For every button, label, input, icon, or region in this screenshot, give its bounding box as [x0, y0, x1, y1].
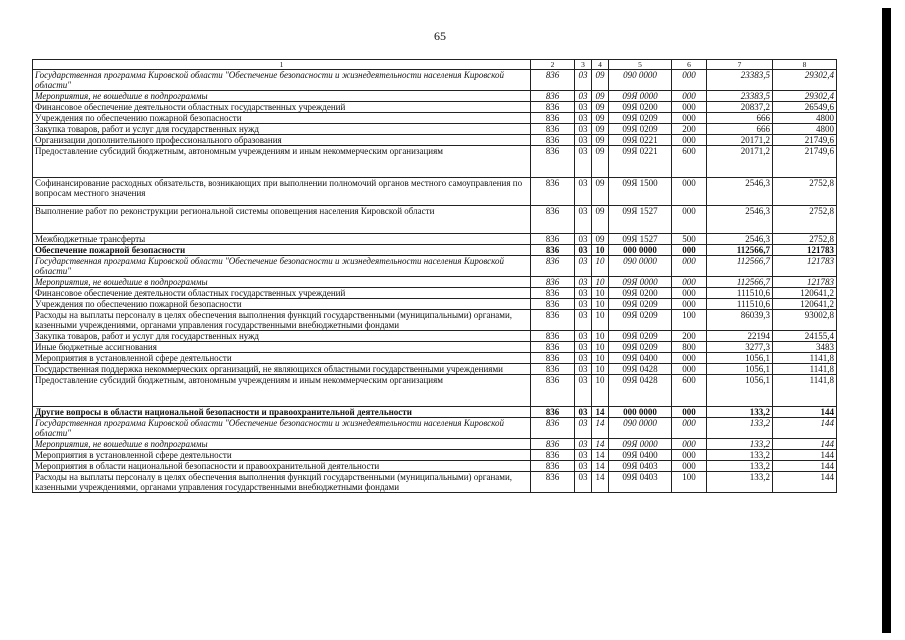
amount-year1: 2546,3	[707, 234, 773, 245]
expense-type: 000	[672, 277, 707, 288]
table-row	[33, 70, 837, 91]
subsection-code: 14	[592, 418, 609, 439]
target-code: 09Я 0428	[609, 364, 672, 375]
subsection-code: 10	[592, 353, 609, 364]
row-name: Финансовое обеспечение деятельности областных государственных учреждений	[33, 102, 531, 113]
table-row	[33, 146, 837, 178]
row-name: Мероприятия, не вошедшие в подпрограммы	[33, 439, 531, 450]
expense-type: 000	[672, 102, 707, 113]
target-code: 09Я 0000	[609, 91, 672, 102]
dept-code: 836	[531, 206, 575, 234]
row-name: Мероприятия в установленной сфере деятельности	[33, 450, 531, 461]
subsection-code: 14	[592, 450, 609, 461]
amount-year2: 2752,8	[773, 178, 837, 206]
expense-type: 000	[672, 461, 707, 472]
amount-year1: 20171,2	[707, 146, 773, 178]
amount-year1: 23383,5	[707, 70, 773, 91]
amount-year1: 133,2	[707, 461, 773, 472]
dept-code: 836	[531, 124, 575, 135]
dept-code: 836	[531, 146, 575, 178]
target-code: 09Я 0209	[609, 310, 672, 331]
section-code: 03	[575, 124, 592, 135]
expense-type: 000	[672, 113, 707, 124]
target-code: 09Я 0209	[609, 299, 672, 310]
subsection-code: 14	[592, 407, 609, 418]
subsection-code: 09	[592, 70, 609, 91]
table-row	[33, 299, 837, 310]
subsection-code: 10	[592, 245, 609, 256]
target-code: 09Я 1527	[609, 206, 672, 234]
dept-code: 836	[531, 256, 575, 277]
dept-code: 836	[531, 245, 575, 256]
row-name: Обеспечение пожарной безопасности	[33, 245, 531, 256]
target-code: 09Я 0403	[609, 461, 672, 472]
target-code: 090 0000	[609, 70, 672, 91]
dept-code: 836	[531, 472, 575, 493]
target-code: 09Я 1527	[609, 234, 672, 245]
target-code: 09Я 0209	[609, 342, 672, 353]
row-name: Выполнение работ по реконструкции региональной системы оповещения населения Кировской области	[33, 206, 531, 234]
expense-type: 000	[672, 353, 707, 364]
table-row	[33, 277, 837, 288]
dept-code: 836	[531, 91, 575, 102]
row-name: Мероприятия, не вошедшие в подпрограммы	[33, 277, 531, 288]
section-code: 03	[575, 310, 592, 331]
section-code: 03	[575, 70, 592, 91]
expense-type: 500	[672, 234, 707, 245]
expense-type: 000	[672, 407, 707, 418]
expense-type: 600	[672, 375, 707, 407]
amount-year1: 111510,6	[707, 299, 773, 310]
subsection-code: 14	[592, 439, 609, 450]
row-name: Иные бюджетные ассигнования	[33, 342, 531, 353]
amount-year1: 112566,7	[707, 277, 773, 288]
amount-year2: 144	[773, 450, 837, 461]
dept-code: 836	[531, 277, 575, 288]
dept-code: 836	[531, 299, 575, 310]
section-code: 03	[575, 245, 592, 256]
amount-year1: 133,2	[707, 439, 773, 450]
amount-year2: 144	[773, 461, 837, 472]
section-code: 03	[575, 418, 592, 439]
expense-type: 000	[672, 206, 707, 234]
table-row	[33, 288, 837, 299]
section-code: 03	[575, 277, 592, 288]
subsection-code: 09	[592, 102, 609, 113]
amount-year2: 29302,4	[773, 70, 837, 91]
col-header: 4	[592, 60, 609, 70]
dept-code: 836	[531, 342, 575, 353]
expense-type: 100	[672, 310, 707, 331]
subsection-code: 10	[592, 256, 609, 277]
section-code: 03	[575, 256, 592, 277]
dept-code: 836	[531, 288, 575, 299]
section-code: 03	[575, 113, 592, 124]
dept-code: 836	[531, 375, 575, 407]
row-name: Мероприятия в области национальной безопасности и правоохранительной деятельности	[33, 461, 531, 472]
table-row	[33, 439, 837, 450]
target-code: 09Я 0000	[609, 277, 672, 288]
amount-year1: 3277,3	[707, 342, 773, 353]
target-code: 09Я 0209	[609, 113, 672, 124]
expense-type: 000	[672, 418, 707, 439]
amount-year2: 29302,4	[773, 91, 837, 102]
section-code: 03	[575, 135, 592, 146]
table-row	[33, 461, 837, 472]
target-code: 000 0000	[609, 245, 672, 256]
section-code: 03	[575, 450, 592, 461]
section-code: 03	[575, 331, 592, 342]
table-row	[33, 364, 837, 375]
amount-year2: 144	[773, 472, 837, 493]
expense-type: 000	[672, 299, 707, 310]
col-header: 8	[773, 60, 837, 70]
dept-code: 836	[531, 234, 575, 245]
target-code: 09Я 0200	[609, 102, 672, 113]
col-header: 3	[575, 60, 592, 70]
expense-type: 200	[672, 331, 707, 342]
table-row	[33, 331, 837, 342]
target-code: 09Я 0400	[609, 353, 672, 364]
section-code: 03	[575, 353, 592, 364]
subsection-code: 10	[592, 375, 609, 407]
section-code: 03	[575, 375, 592, 407]
dept-code: 836	[531, 439, 575, 450]
target-code: 09Я 0200	[609, 288, 672, 299]
table-row	[33, 102, 837, 113]
subsection-code: 14	[592, 461, 609, 472]
row-name: Мероприятия, не вошедшие в подпрограммы	[33, 91, 531, 102]
col-header: 1	[33, 60, 531, 70]
amount-year1: 22194	[707, 331, 773, 342]
amount-year2: 2752,8	[773, 234, 837, 245]
amount-year2: 4800	[773, 124, 837, 135]
target-code: 09Я 0000	[609, 439, 672, 450]
amount-year1: 666	[707, 113, 773, 124]
subsection-code: 10	[592, 331, 609, 342]
table-row	[33, 407, 837, 418]
section-code: 03	[575, 206, 592, 234]
row-name: Другие вопросы в области национальной безопасности и правоохранительной деятельности	[33, 407, 531, 418]
subsection-code: 09	[592, 234, 609, 245]
target-code: 09Я 0403	[609, 472, 672, 493]
dept-code: 836	[531, 364, 575, 375]
amount-year1: 1056,1	[707, 375, 773, 407]
table-row	[33, 91, 837, 102]
target-code: 09Я 0209	[609, 124, 672, 135]
row-name: Предоставление субсидий бюджетным, автономным учреждениям и иным некоммерческим организациям	[33, 146, 531, 178]
amount-year1: 2546,3	[707, 206, 773, 234]
table-row	[33, 178, 837, 206]
dept-code: 836	[531, 407, 575, 418]
section-code: 03	[575, 407, 592, 418]
expense-type: 000	[672, 91, 707, 102]
amount-year1: 20171,2	[707, 135, 773, 146]
subsection-code: 10	[592, 288, 609, 299]
expense-type: 800	[672, 342, 707, 353]
dept-code: 836	[531, 418, 575, 439]
amount-year1: 133,2	[707, 472, 773, 493]
budget-table	[32, 59, 837, 493]
amount-year2: 21749,6	[773, 135, 837, 146]
target-code: 090 0000	[609, 418, 672, 439]
subsection-code: 09	[592, 146, 609, 178]
row-name: Государственная программа Кировской области "Обеспечение безопасности и жизнедеятельности населения Кировской области"	[33, 256, 531, 277]
section-code: 03	[575, 364, 592, 375]
dept-code: 836	[531, 353, 575, 364]
expense-type: 000	[672, 450, 707, 461]
amount-year1: 111510,6	[707, 288, 773, 299]
subsection-code: 09	[592, 124, 609, 135]
section-code: 03	[575, 234, 592, 245]
amount-year2: 144	[773, 418, 837, 439]
amount-year2: 26549,6	[773, 102, 837, 113]
amount-year1: 86039,3	[707, 310, 773, 331]
table-row	[33, 245, 837, 256]
expense-type: 100	[672, 472, 707, 493]
amount-year1: 133,2	[707, 407, 773, 418]
amount-year2: 121783	[773, 277, 837, 288]
table-row	[33, 472, 837, 493]
row-name: Государственная программа Кировской области "Обеспечение безопасности и жизнедеятельности населения Кировской области"	[33, 70, 531, 91]
amount-year1: 23383,5	[707, 91, 773, 102]
target-code: 09Я 0209	[609, 331, 672, 342]
amount-year2: 4800	[773, 113, 837, 124]
table-row	[33, 450, 837, 461]
amount-year1: 1056,1	[707, 364, 773, 375]
dept-code: 836	[531, 461, 575, 472]
amount-year1: 666	[707, 124, 773, 135]
section-code: 03	[575, 102, 592, 113]
expense-type: 200	[672, 124, 707, 135]
subsection-code: 09	[592, 178, 609, 206]
subsection-code: 09	[592, 91, 609, 102]
subsection-code: 09	[592, 206, 609, 234]
col-header: 5	[609, 60, 672, 70]
row-name: Мероприятия в установленной сфере деятельности	[33, 353, 531, 364]
amount-year2: 93002,8	[773, 310, 837, 331]
amount-year2: 121783	[773, 245, 837, 256]
amount-year2: 120641,2	[773, 288, 837, 299]
expense-type: 000	[672, 245, 707, 256]
amount-year1: 133,2	[707, 418, 773, 439]
table-row	[33, 256, 837, 277]
expense-type: 000	[672, 135, 707, 146]
subsection-code: 10	[592, 364, 609, 375]
amount-year2: 121783	[773, 256, 837, 277]
table-row	[33, 418, 837, 439]
target-code: 09Я 1500	[609, 178, 672, 206]
amount-year2: 1141,8	[773, 364, 837, 375]
table-body	[33, 70, 837, 493]
row-name: Организации дополнительного профессионального образования	[33, 135, 531, 146]
col-header: 6	[672, 60, 707, 70]
amount-year1: 20837,2	[707, 102, 773, 113]
row-name: Государственная программа Кировской области "Обеспечение безопасности и жизнедеятельности населения Кировской области"	[33, 418, 531, 439]
scan-edge-bar	[882, 8, 891, 633]
amount-year1: 1056,1	[707, 353, 773, 364]
target-code: 09Я 0428	[609, 375, 672, 407]
amount-year2: 3483	[773, 342, 837, 353]
table-row	[33, 135, 837, 146]
dept-code: 836	[531, 70, 575, 91]
dept-code: 836	[531, 135, 575, 146]
amount-year2: 1141,8	[773, 353, 837, 364]
table-row	[33, 310, 837, 331]
section-code: 03	[575, 146, 592, 178]
page-number: 65	[434, 29, 446, 43]
row-name: Финансовое обеспечение деятельности областных государственных учреждений	[33, 288, 531, 299]
expense-type: 000	[672, 439, 707, 450]
section-code: 03	[575, 342, 592, 353]
row-name: Предоставление субсидий бюджетным, автономным учреждениям и иным некоммерческим организациям	[33, 375, 531, 407]
expense-type: 000	[672, 364, 707, 375]
col-header: 7	[707, 60, 773, 70]
target-code: 090 0000	[609, 256, 672, 277]
table-row	[33, 113, 837, 124]
section-code: 03	[575, 461, 592, 472]
subsection-code: 10	[592, 310, 609, 331]
subsection-code: 10	[592, 277, 609, 288]
target-code: 09Я 0221	[609, 146, 672, 178]
row-name: Закупка товаров, работ и услуг для государственных нужд	[33, 331, 531, 342]
table-row	[33, 375, 837, 407]
section-code: 03	[575, 178, 592, 206]
subsection-code: 09	[592, 135, 609, 146]
target-code: 000 0000	[609, 407, 672, 418]
row-name: Софинансирование расходных обязательств, возникающих при выполнении полномочий органов местного самоуправления по вопросам местного значения	[33, 178, 531, 206]
expense-type: 000	[672, 256, 707, 277]
dept-code: 836	[531, 310, 575, 331]
target-code: 09Я 0400	[609, 450, 672, 461]
row-name: Учреждения по обеспечению пожарной безопасности	[33, 113, 531, 124]
amount-year2: 2752,8	[773, 206, 837, 234]
amount-year2: 144	[773, 407, 837, 418]
section-code: 03	[575, 91, 592, 102]
col-header: 2	[531, 60, 575, 70]
subsection-code: 14	[592, 472, 609, 493]
subsection-code: 10	[592, 299, 609, 310]
amount-year1: 2546,3	[707, 178, 773, 206]
table-row	[33, 234, 837, 245]
table-row	[33, 206, 837, 234]
header-row	[33, 60, 837, 70]
table-row	[33, 342, 837, 353]
dept-code: 836	[531, 113, 575, 124]
amount-year2: 1141,8	[773, 375, 837, 407]
amount-year2: 120641,2	[773, 299, 837, 310]
section-code: 03	[575, 472, 592, 493]
expense-type: 600	[672, 146, 707, 178]
dept-code: 836	[531, 178, 575, 206]
dept-code: 836	[531, 450, 575, 461]
amount-year2: 24155,4	[773, 331, 837, 342]
expense-type: 000	[672, 178, 707, 206]
dept-code: 836	[531, 102, 575, 113]
row-name: Закупка товаров, работ и услуг для государственных нужд	[33, 124, 531, 135]
amount-year1: 112566,7	[707, 256, 773, 277]
amount-year2: 144	[773, 439, 837, 450]
dept-code: 836	[531, 331, 575, 342]
table-row	[33, 124, 837, 135]
amount-year2: 21749,6	[773, 146, 837, 178]
subsection-code: 10	[592, 342, 609, 353]
amount-year1: 133,2	[707, 450, 773, 461]
section-code: 03	[575, 288, 592, 299]
row-name: Учреждения по обеспечению пожарной безопасности	[33, 299, 531, 310]
row-name: Межбюджетные трансферты	[33, 234, 531, 245]
expense-type: 000	[672, 70, 707, 91]
expense-type: 000	[672, 288, 707, 299]
table-row	[33, 353, 837, 364]
row-name: Расходы на выплаты персоналу в целях обеспечения выполнения функций государственными (муниципальными) органами, казенными учреждениями, органами управления государственными внебюджетными фондами	[33, 472, 531, 493]
row-name: Государственная поддержка некоммерческих организаций, не являющихся областными государственными учреждениями	[33, 364, 531, 375]
target-code: 09Я 0221	[609, 135, 672, 146]
section-code: 03	[575, 439, 592, 450]
section-code: 03	[575, 299, 592, 310]
subsection-code: 09	[592, 113, 609, 124]
amount-year1: 112566,7	[707, 245, 773, 256]
row-name: Расходы на выплаты персоналу в целях обеспечения выполнения функций государственными (муниципальными) органами, казенными учреждениями, органами управления государственными внебюджетными фондами	[33, 310, 531, 331]
